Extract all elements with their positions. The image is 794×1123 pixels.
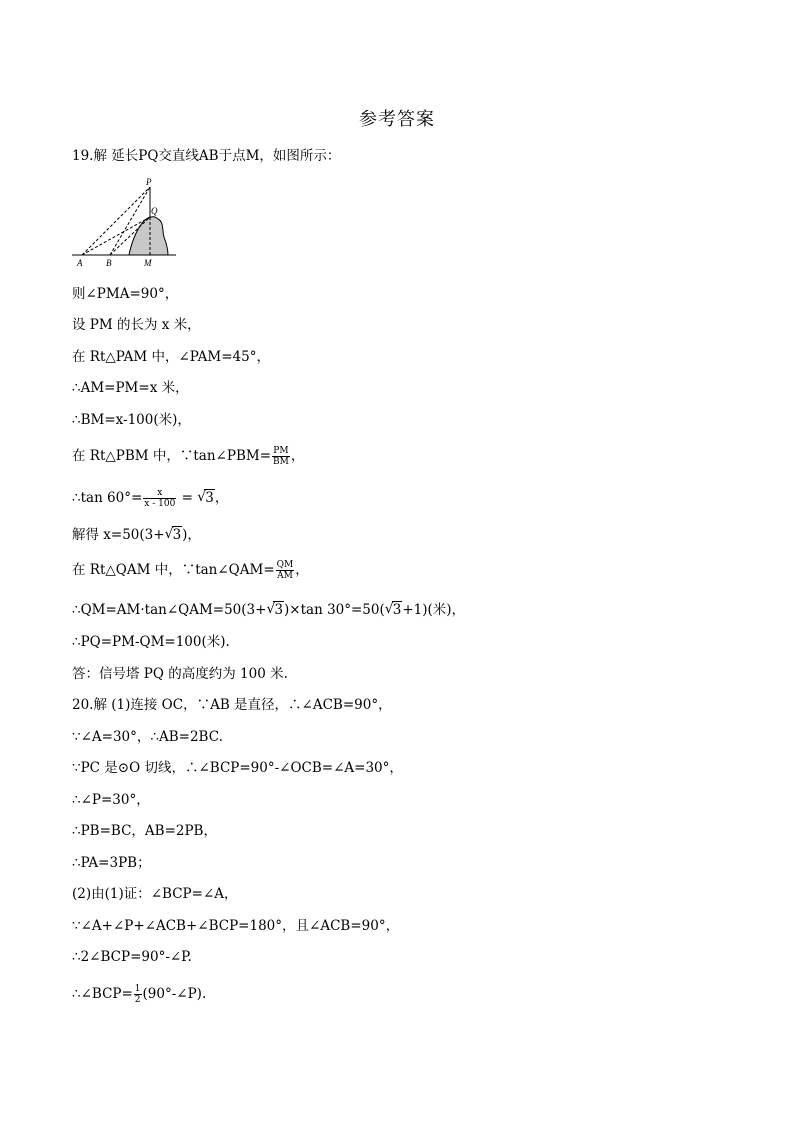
text-segment: (90°-∠P). [142, 986, 207, 1002]
solution-line: (2)由(1)证：∠BCP=∠A， [72, 886, 238, 902]
fraction-numerator: PM [273, 446, 289, 456]
solution-line: ∴BM=x-100(米)， [72, 412, 191, 428]
solution-line: ∵∠A+∠P+∠ACB+∠BCP=180°，且∠ACB=90°， [72, 918, 400, 934]
text-segment: ， [295, 562, 309, 578]
label-b: B [106, 258, 112, 268]
solution-line [72, 560, 309, 581]
radicand: 3 [392, 602, 402, 618]
label-m: M [144, 258, 152, 268]
answer-line: 答：信号塔 PQ 的高度约为 100 米. [72, 666, 288, 682]
text-segment: 在 Rt△PBM 中，∵tan∠PBM= [72, 448, 271, 464]
fraction-numerator: 1 [134, 984, 141, 994]
solution-line: ∵∠A=30°，∴AB=2BC. [72, 729, 223, 745]
text-segment: ， [290, 448, 305, 464]
solution-line [72, 600, 465, 620]
radicand: 3 [172, 527, 182, 543]
text-segment: ∴tan 60°= [72, 490, 143, 506]
solution-line: ∴AM=PM=x 米， [72, 380, 189, 396]
solution-line: 在 Rt△PAM 中，∠PAM=45°， [72, 349, 270, 365]
label-p: P [146, 177, 152, 187]
radicand: 3 [274, 602, 284, 618]
fraction [272, 446, 290, 467]
fraction [276, 560, 295, 581]
radicand: 3 [205, 490, 214, 506]
solution-line: ∴PQ=PM-QM=100(米). [72, 634, 230, 650]
text-segment: ， [214, 490, 229, 506]
fraction [134, 984, 142, 1005]
solution-line [72, 984, 206, 1005]
label-a: A [77, 258, 83, 268]
fraction-denominator: x - 100 [144, 499, 176, 509]
label-q: Q [151, 206, 158, 216]
fraction-numerator: QM [276, 560, 294, 570]
fraction-denominator: 2 [134, 995, 141, 1005]
solution-line: 则∠PMA=90°， [72, 286, 179, 302]
text-segment: )， [182, 527, 201, 543]
solution-line [72, 446, 304, 467]
text-segment: )×tan 30°=50( [284, 602, 385, 618]
hill-shape [129, 217, 168, 255]
problem-20-intro: 20.解 (1)连接 OC，∵AB 是直径，∴∠ACB=90°， [72, 697, 392, 713]
text-segment: = [177, 490, 198, 506]
fraction [143, 488, 176, 509]
solution-line: ∴2∠BCP=90°-∠P. [72, 949, 192, 965]
solution-line: ∴PB=BC，AB=2PB， [72, 823, 217, 839]
fraction-denominator: AM [277, 571, 293, 581]
text-segment: ∴QM=AM·tan∠QAM=50(3+ [72, 602, 267, 618]
solution-line: 设 PM 的长为 x 米， [72, 317, 201, 333]
solution-line [72, 488, 228, 509]
geometry-figure [72, 175, 182, 270]
text-segment: +1)(米)， [402, 602, 466, 618]
text-segment: 在 Rt△QAM 中，∵tan∠QAM= [72, 562, 275, 578]
fraction-denominator: BM [273, 457, 289, 467]
text-segment: 解得 x=50(3+ [72, 527, 165, 543]
fraction-numerator: x [143, 488, 176, 499]
page-title: 参考答案 [359, 109, 435, 130]
square-root [385, 600, 403, 620]
text-segment: ∴∠BCP= [72, 986, 133, 1002]
solution-line: ∵PC 是⊙O 切线，∴∠BCP=90°-∠OCB=∠A=30°， [72, 760, 403, 776]
problem-19-intro: 19.解 延长PQ交直线AB于点M，如图所示： [72, 148, 341, 164]
solution-line [72, 525, 201, 545]
solution-line: ∴∠P=30°， [72, 792, 150, 808]
square-root [197, 488, 215, 508]
square-root [165, 525, 183, 545]
solution-line: ∴PA=3PB； [72, 855, 151, 871]
square-root [266, 600, 284, 620]
